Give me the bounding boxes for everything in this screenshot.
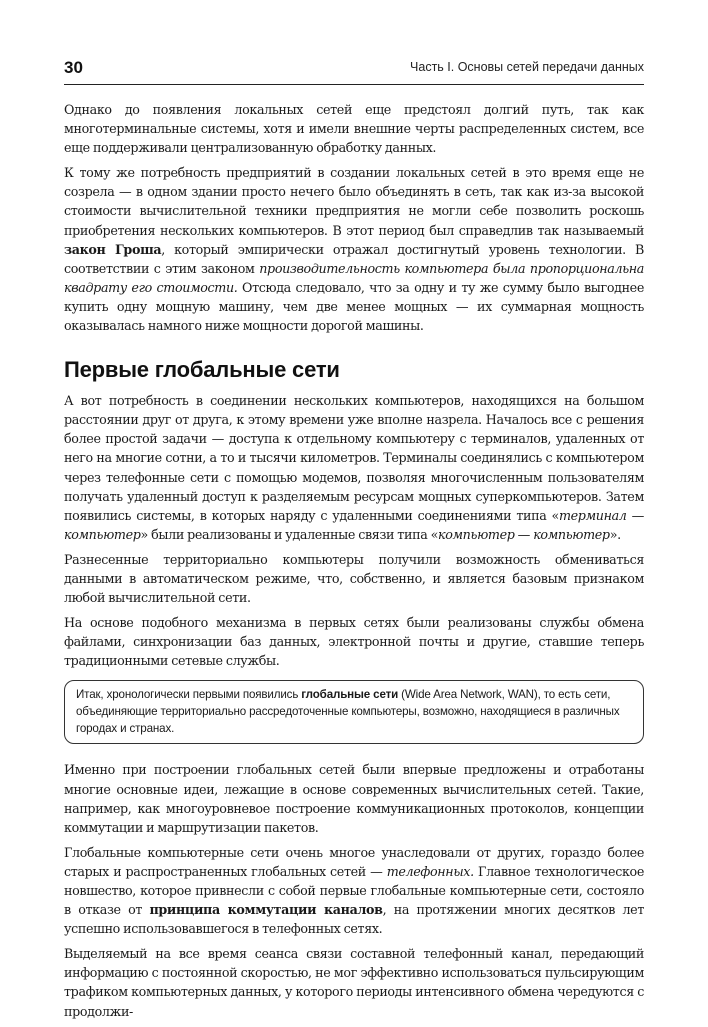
paragraph-6: Именно при построении глобальных сетей были впервые предложены и отработаны многие основные идеи, лежащие в основе современных вычислительных сетей. Такие, например, как многоуровневое построение коммуникационных протоколов, концепции коммутации и маршрутизации пакетов.: [64, 762, 644, 835]
paragraph-2: К тому же потребность предприятий в создании локальных сетей в это время еще не созрела — в одном здании просто нечего было объединять в сеть, так как из-за высокой стоимости вычислительной техники предприятия не могли себе позволить роскошь приобретения нескольких компьютеров. В этот период был справедлив так называемый закон Гроша, который эмпирически отражал достигнутый уровень технологии. В соответствии с этим законом производительность компьютера была пропорциональна квадрату его стоимости. Отсюда следовало, что за одну и ту же сумму было выгоднее купить одну мощную машину, чем две менее мощных — их суммарная мощность оказывалась намного ниже мощности дорогой машины.: [64, 165, 644, 334]
paragraph-5: На основе подобного механизма в первых сетях были реализованы службы обмена файлами, синхронизации баз данных, электронной почты и другие, ставшие теперь традиционными сетевые службы.: [64, 615, 644, 669]
paragraph-7: Глобальные компьютерные сети очень многое унаследовали от других, гораздо более старых и распространенных глобальных сетей — телефонных. Главное технологическое новшество, которое привнесли с собой первые глобальные компьютерные сети, состояло в отказе от принципа коммутации каналов, на протяжении многих десятков лет успешно использовавшегося в телефонных сетях.: [64, 844, 645, 937]
highlight-note-box: Итак, хронологически первыми появились глобальные сети (Wide Area Network, WAN), то есть сети, объединяющие территориально рассредоточенные компьютеры, возможно, находящиеся в различных городах и странах.: [64, 680, 644, 744]
section-title: Первые глобальные сети: [64, 357, 340, 383]
page-header: [64, 58, 644, 82]
page-body: [64, 100, 644, 1027]
paragraph-3: А вот потребность в соединении нескольких компьютеров, находящихся на большом расстоянии друг от друга, к этому времени уже вполне назрела. Началось все с решения более простой задачи — доступа к отдельному компьютеру с терминалов, удаленных от него на многие сотни, а то и тысячи километров. Терминалы соединялись с компьютером через телефонные сети с помощью модемов, позволяя многочисленным пользователям получать удаленный доступ к разделяемым ресурсам мощных суперкомпьютеров. Затем появились системы, в которых наряду с удаленными соединениями типа «терминал — компьютер» были реализованы и удаленные связи типа «компьютер — компьютер».: [64, 393, 644, 542]
grosch-law-statement: производительность компьютера была пропорциональна квадрату его стоимости.: [64, 260, 644, 295]
paragraph-4: Разнесенные территориально компьютеры получили возможность обмениваться данными в автоматическом режиме, что, собственно, и является базовым признаком любой вычислительной сети.: [64, 551, 644, 606]
term-wan: глобальные сети: [301, 688, 399, 702]
running-head: Часть I. Основы сетей передачи данных: [410, 60, 644, 74]
paragraph-8: Выделяемый на все время сеанса связи составной телефонный канал, передающий информацию с постоянной скоростью, не мог эффективно использоваться пульсирующим трафиком компьютерных данных, у которого периоды интенсивного обмена чередуются с продолжи-: [64, 946, 644, 1019]
header-rule: [64, 84, 644, 85]
term-grosch-law: закон Гроша: [64, 241, 162, 257]
paragraph-1: Однако до появления локальных сетей еще предстоял долгий путь, так как многотерминальные системы, хотя и имели внешние черты распределенных систем, все еще поддерживали централизованную обработку данных.: [64, 102, 644, 156]
term-circuit-switching: принципа коммутации каналов: [149, 902, 383, 918]
page-number: 30: [64, 58, 83, 77]
